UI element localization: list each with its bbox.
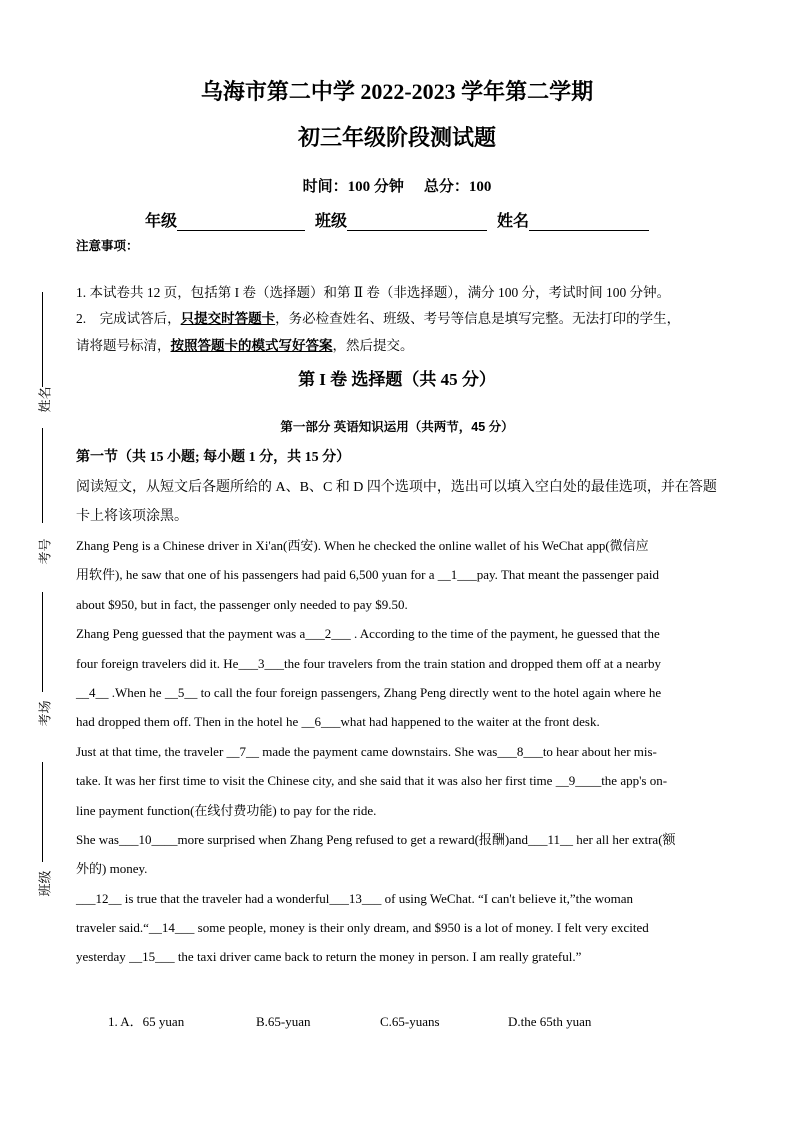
title-line-1: 乌海市第二中学 2022-2023 学年第二学期	[200, 79, 594, 104]
sidebar-name-label: 姓名	[37, 386, 53, 413]
passage-text: Zhang Peng guessed that the payment was a	[76, 626, 306, 642]
sidebar-exam-room-label: 考场	[37, 700, 53, 727]
option-d: D.the 65th yuan	[508, 1014, 592, 1029]
blank-10: ___10____	[118, 831, 178, 847]
passage-line	[76, 854, 726, 883]
rule2-text-c: ，务必检查姓名、班级、考号等信息是填写完整。无法打印的学生，	[275, 311, 681, 326]
sidebar-class-label: 班级	[37, 870, 53, 897]
notice-heading: 注意事项：	[76, 239, 139, 253]
option-c: C.65-yuans	[380, 1014, 440, 1029]
rule2-text-f: ，然后提交。	[332, 338, 414, 353]
subsection-title: 第一节（共 15 小题; 每小题 1 分，共 15 分）	[76, 450, 351, 465]
passage-text: Zhang Peng is a Chinese driver in Xi'an(西安). When he checked the online wallet of his WeChat app(微信应	[76, 538, 649, 553]
passage-text: her all her extra(额	[573, 831, 676, 847]
passage-text: the taxi driver came back to return the money in person. I am really grateful.”	[174, 949, 582, 965]
passage-line	[76, 590, 726, 619]
blank-14: __14___	[148, 920, 195, 936]
passage-line	[76, 531, 726, 560]
blank-4: __4__	[76, 684, 109, 700]
passage-text: made the payment came downstairs. She was	[259, 743, 498, 759]
section-title: 第一部分 英语知识运用（共两节，45 分）	[280, 420, 514, 434]
passage-line	[76, 737, 726, 766]
passage-text: some people, money is their only dream, and $950 is a lot of money. I felt very excited	[194, 920, 649, 936]
sidebar-exam-no-label: 考号	[37, 538, 53, 565]
notice-rule-1: 1. 本试卷共 12 页，包括第 I 卷（选择题）和第 Ⅱ 卷（非选择题），满分 100 分，考试时间 100 分钟。	[76, 285, 671, 300]
time-label: 时间：100 分钟	[302, 179, 404, 195]
blank-9: __9____	[555, 773, 602, 789]
exam-room-line	[42, 592, 43, 692]
blank-15: __15___	[129, 949, 175, 965]
blank-6: __6___	[301, 714, 341, 730]
part-one-title: 第 I 卷 选择题（共 45 分）	[298, 370, 496, 389]
passage-line	[76, 796, 726, 825]
blank-12: ___12__	[76, 890, 122, 906]
passage-text: about $950, but in fact, the passenger only needed to pay $9.50.	[76, 596, 408, 612]
passage-line	[76, 678, 726, 707]
passage-text: four foreign travelers did it. He	[76, 655, 239, 671]
passage-line	[76, 766, 726, 795]
passage-text: traveler said.“	[76, 920, 149, 936]
blank-7: __7__	[226, 743, 260, 759]
passage-line	[76, 884, 726, 913]
passage-text: .When he	[108, 684, 165, 700]
name-label: 姓名	[497, 213, 530, 230]
instructions: 阅读短文，从短文后各题所给的 A、B、C 和 D 四个选项中，选出可以填入空白处的最佳选项，并在答题卡上将该项涂黑。	[76, 480, 717, 524]
class-line	[42, 762, 43, 862]
rule2-emphasis-2: 按照答题卡的模式写好答案	[170, 338, 333, 353]
passage-text: the app's on-	[601, 773, 668, 789]
class-field[interactable]	[347, 214, 487, 231]
blank-1: __1___	[437, 567, 477, 583]
passage-line	[76, 942, 726, 971]
passage-text: is true that the traveler had a wonderful	[121, 890, 330, 906]
time-score-line	[0, 175, 794, 196]
blank-8: ___8___	[497, 743, 543, 759]
rule2-text-a: 2. 完成试答后，	[76, 311, 181, 326]
question-1-options	[108, 1011, 591, 1030]
rule2-text-d: 请将题号标清，	[76, 338, 171, 353]
blank-3: ___3___	[238, 655, 284, 671]
passage-text: pay. That meant the passenger paid	[476, 567, 660, 583]
class-label: 班级	[314, 213, 347, 230]
title-line-2: 初三年级阶段测试题	[297, 125, 496, 150]
passage-text: to hear about her mis-	[542, 743, 657, 759]
option-a: 1. A．65 yuan	[108, 1014, 185, 1029]
passage-line	[76, 619, 726, 648]
passage-text: yesterday	[76, 949, 130, 965]
cloze-passage	[76, 531, 726, 972]
blank-13: ___13___	[329, 890, 382, 906]
blank-2: ___2___	[305, 626, 351, 642]
blank-11: ___11__	[528, 831, 574, 847]
student-info-line	[0, 208, 794, 231]
passage-line	[76, 913, 726, 942]
passage-text: line payment function(在线付费功能) to pay for the ride.	[76, 802, 377, 818]
passage-text: had dropped them off. Then in the hotel he	[76, 714, 302, 730]
passage-text: what had happened to the waiter at the front desk.	[340, 714, 600, 730]
notice-rule-2	[76, 305, 726, 359]
name-field[interactable]	[529, 214, 649, 231]
exam-no-line	[42, 428, 43, 523]
option-b: B.65-yuan	[256, 1014, 311, 1029]
score-label: 总分：100	[423, 179, 492, 195]
rule2-emphasis-1: 只提交时答题卡	[180, 311, 276, 326]
passage-line	[76, 649, 726, 678]
passage-text: Just at that time, the traveler	[76, 743, 227, 759]
passage-line	[76, 707, 726, 736]
passage-text: to call the four foreign passengers, Zhang Peng directly went to the hotel again where he	[197, 684, 662, 700]
passage-text: the four travelers from the train station and dropped them off at a nearby	[283, 655, 661, 671]
passage-text: 用软件), he saw that one of his passengers had paid 6,500 yuan for a	[76, 567, 438, 583]
passage-text: 外的) money.	[76, 861, 148, 877]
passage-text: . According to the time of the payment, he guessed that the	[350, 626, 660, 642]
passage-line	[76, 825, 726, 854]
passage-text: She was	[76, 831, 119, 847]
passage-text: more surprised when Zhang Peng refused to get a reward(报酬)and	[177, 831, 528, 847]
grade-label: 年级	[144, 213, 177, 230]
blank-5: __5__	[164, 684, 198, 700]
grade-field[interactable]	[177, 214, 305, 231]
passage-line	[76, 560, 726, 589]
passage-text: take. It was her first time to visit the Chinese city, and she said that it was also her first time	[76, 773, 556, 789]
passage-text: of using WeChat. “I can't believe it,”the woman	[381, 890, 634, 906]
